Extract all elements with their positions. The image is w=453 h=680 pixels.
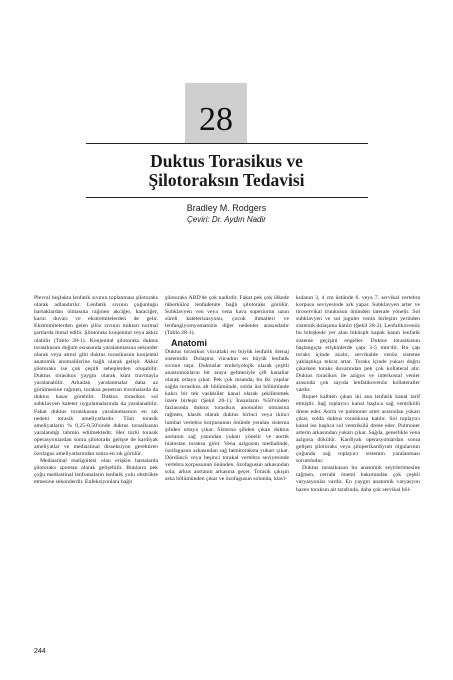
author-name: Bradley M. Rodgers [186, 203, 267, 213]
section-heading-anatomi: Anatomi [171, 337, 207, 348]
text-column-middle [165, 295, 289, 483]
paragraph: Duktus torasikusun bu anatomik seyirlerlmesine rağmen, cerrahi önemi bakımından çok çeşitli varyasyonlar vardır. En yaygın anatomik varyasyon bazen toraksın alt tarafında, daha çok servikal böl- [296, 465, 420, 493]
chapter-number-box [185, 83, 247, 143]
paragraph: kulanın 3, 4 cm üstünde 6. veya 7. servikal vertebra korpusu seviyesinde ark yapar. Subklavyen arter ve tiroservikal trunkusun önünden lateralе yönelir. Sol subklavyen ve sol juguler venin birleşim yerinden sistemik dolaşıma katılır (Şekil 28-2). Lenfatikovenöz bu bileşkede yer alan biküspit kapak kanın lenfatik sisteme geçişini engeller. Duktus torasikusun başlangıçta erişkinlerde çapı 3-5 mm'dir. Bu çap toraks içinde azalır, servikalde venöz sisteme yaklaştıkça tekrar artar. Toraks içinde yukarı doğru çıkarken toraks duvarından pek çok kollateral alır. Duktus torasikus ile azigos ve interkostal venler arasında çok sayıda lenfatikovenöz kollateraller vardır. [296, 295, 420, 394]
paragraph: Mediastinal malignitesi olan erişkin hastalarda şilotoraks spontan olarak gelişebilir. Bunların pek çoğu mediastinal lenfomaların lenfatik yolu obstrükte etmesine sekonderdir. Enfeksiyonlara bağlı [34, 458, 158, 486]
chapter-number: 28 [199, 101, 233, 138]
paragraph: şilotoraks ABD'de çok nadirdir. Fakat pek çok ülkede tüberküloz lenfadenite bağlı şilotoraks görülür. Subklavyen ven veya vena kava superiorun uzun süreli kateterizasyonu, çocuk ihmalleri ve lenfangiyomyomatozis diğer nedenler arasındadır (Tablo 28-1). [165, 295, 289, 337]
author-block [60, 203, 393, 225]
title-top-rule [86, 143, 368, 144]
chapter-title-line-1: Duktus Torasikus ve [150, 151, 303, 171]
chapter-title [60, 152, 393, 190]
paragraph: Riquet kalbten çıkan iki ana lenfatik kanal tarif etmiştir. Sağ toplayıcı kanal başlıca sağ ventrikülü drene eder. Aorta ve pulmoner arter arasından yukarı çıkar, solda duktus torasikusa katılır. Sol toplayıcı kanal ise başlıca sol ventrikülü drene eder. Pulmoner arterin arkasından yukarı çıkar. Sağda, genellikle vena azigosa dökülür. Kardiyak operasyonlardan sonra gelişen şilotoraks veya şiloperikardiyum olgularının çoğunda sağ toplayıcı sistemin yaralanması sorumludur. [296, 394, 420, 465]
text-column-right [296, 295, 420, 494]
page-number: 244 [34, 648, 46, 655]
paragraph: Duktus torasikus vücuttaki en büyük lenfatik drenaj sistemidir. Dolaşma vücudun en büyük lenfatik sıvının taşır. Duktuslar embriyolojik olarak çeşitli anastomozların bir araya gelmesiyle çift kanallar olarak ortaya çıkar. Pek çok insanda; bu iki yapılar sağda torasikus alt bölümünde, solda üst bölümünde kalıcı bir tek vaskküler kanal olarak şekillenmek üzere birleşir (Şekil 28-1). İnsanların %50'sinden fazlasında duktus torasikus anomalisi olmasına rağmen, klasik olarak duktus birinci veya ikinci lumbal vertebra korpusunun önünde yeralan sisterna şiliden ortaya çıkar. Sisterna şiliden çıkan duktus aortanın sağ yanından yukarı yönelir ve aortik hiatustan toraksa girer. Vena azigosun medialinde, özofagusun arkasından sağ hemitoraksta yukarı çıkar. Dördüncü veya beşinci torakal vertebra seviyesinde vertebra korpusunun önünden, özofagusun arkasından sola, arkus aortanın arkasına geçer. Torasik çıkışın arka bölümünden çıkar ve özofagusun solunda, klavi- [165, 348, 289, 483]
title-bottom-rule [86, 197, 368, 198]
paragraph: Plevral boşlukta lenfatik sıvının toplanması şilotoraks olarak adlandırılır. Lenfatik sıvının çoğunluğu barsaklardan olmasına rağmen akciğer, karaciğer, karın duvarı ve ekstremitelerden de gelir. Ekstremitelerden gelen şilöz sıvının miktarı normal şartlarda ihmal edilir. Şilotoraks konjenital veya akkiz olabilir (Tablo 28-1). Konjenital şilotoraks duktus torasikusun doğum esnasında yaralanmasına sekonder olarak veya atrezi gibi duktus torasikusun konjental anatomik anomalilerine bağlı olarak gelişir. Akkiz şilotoraks ise çok çeşitli sebeplerden oluşabilir. Duktus torasikus yaygın olarak künt travmayla yaralanabilir. Arkadan yaralanmalar daha az görülmesine rağmen, toraksa penetran travmalarda da duktus hasar görebilir. Duktus torasikus sol subklavyen kateter uygulamalarında da yaralanabilir. Fakat duktus torasikusun yaralanmasının en sık nedeni torasik ameliyatlardır. Tüm torasik ameliyatların % 0,25-0,50'sinde duktus torasikusun yaralandığı tahmin edilmektedir. Her türlü torasik operasyonlardan sonra şilotoraks gelişse de kardiyak ameliyatlar ve mediastinal disseksiyon gerektiren özofagus ameliyatlarından sonra en sık görülür. [34, 295, 158, 458]
translator-credit: Çeviri: Dr. Aydın Nadir [187, 215, 266, 224]
chapter-title-line-2: Şilotoraksın Tedavisi [148, 170, 305, 190]
text-column-left [34, 295, 158, 487]
